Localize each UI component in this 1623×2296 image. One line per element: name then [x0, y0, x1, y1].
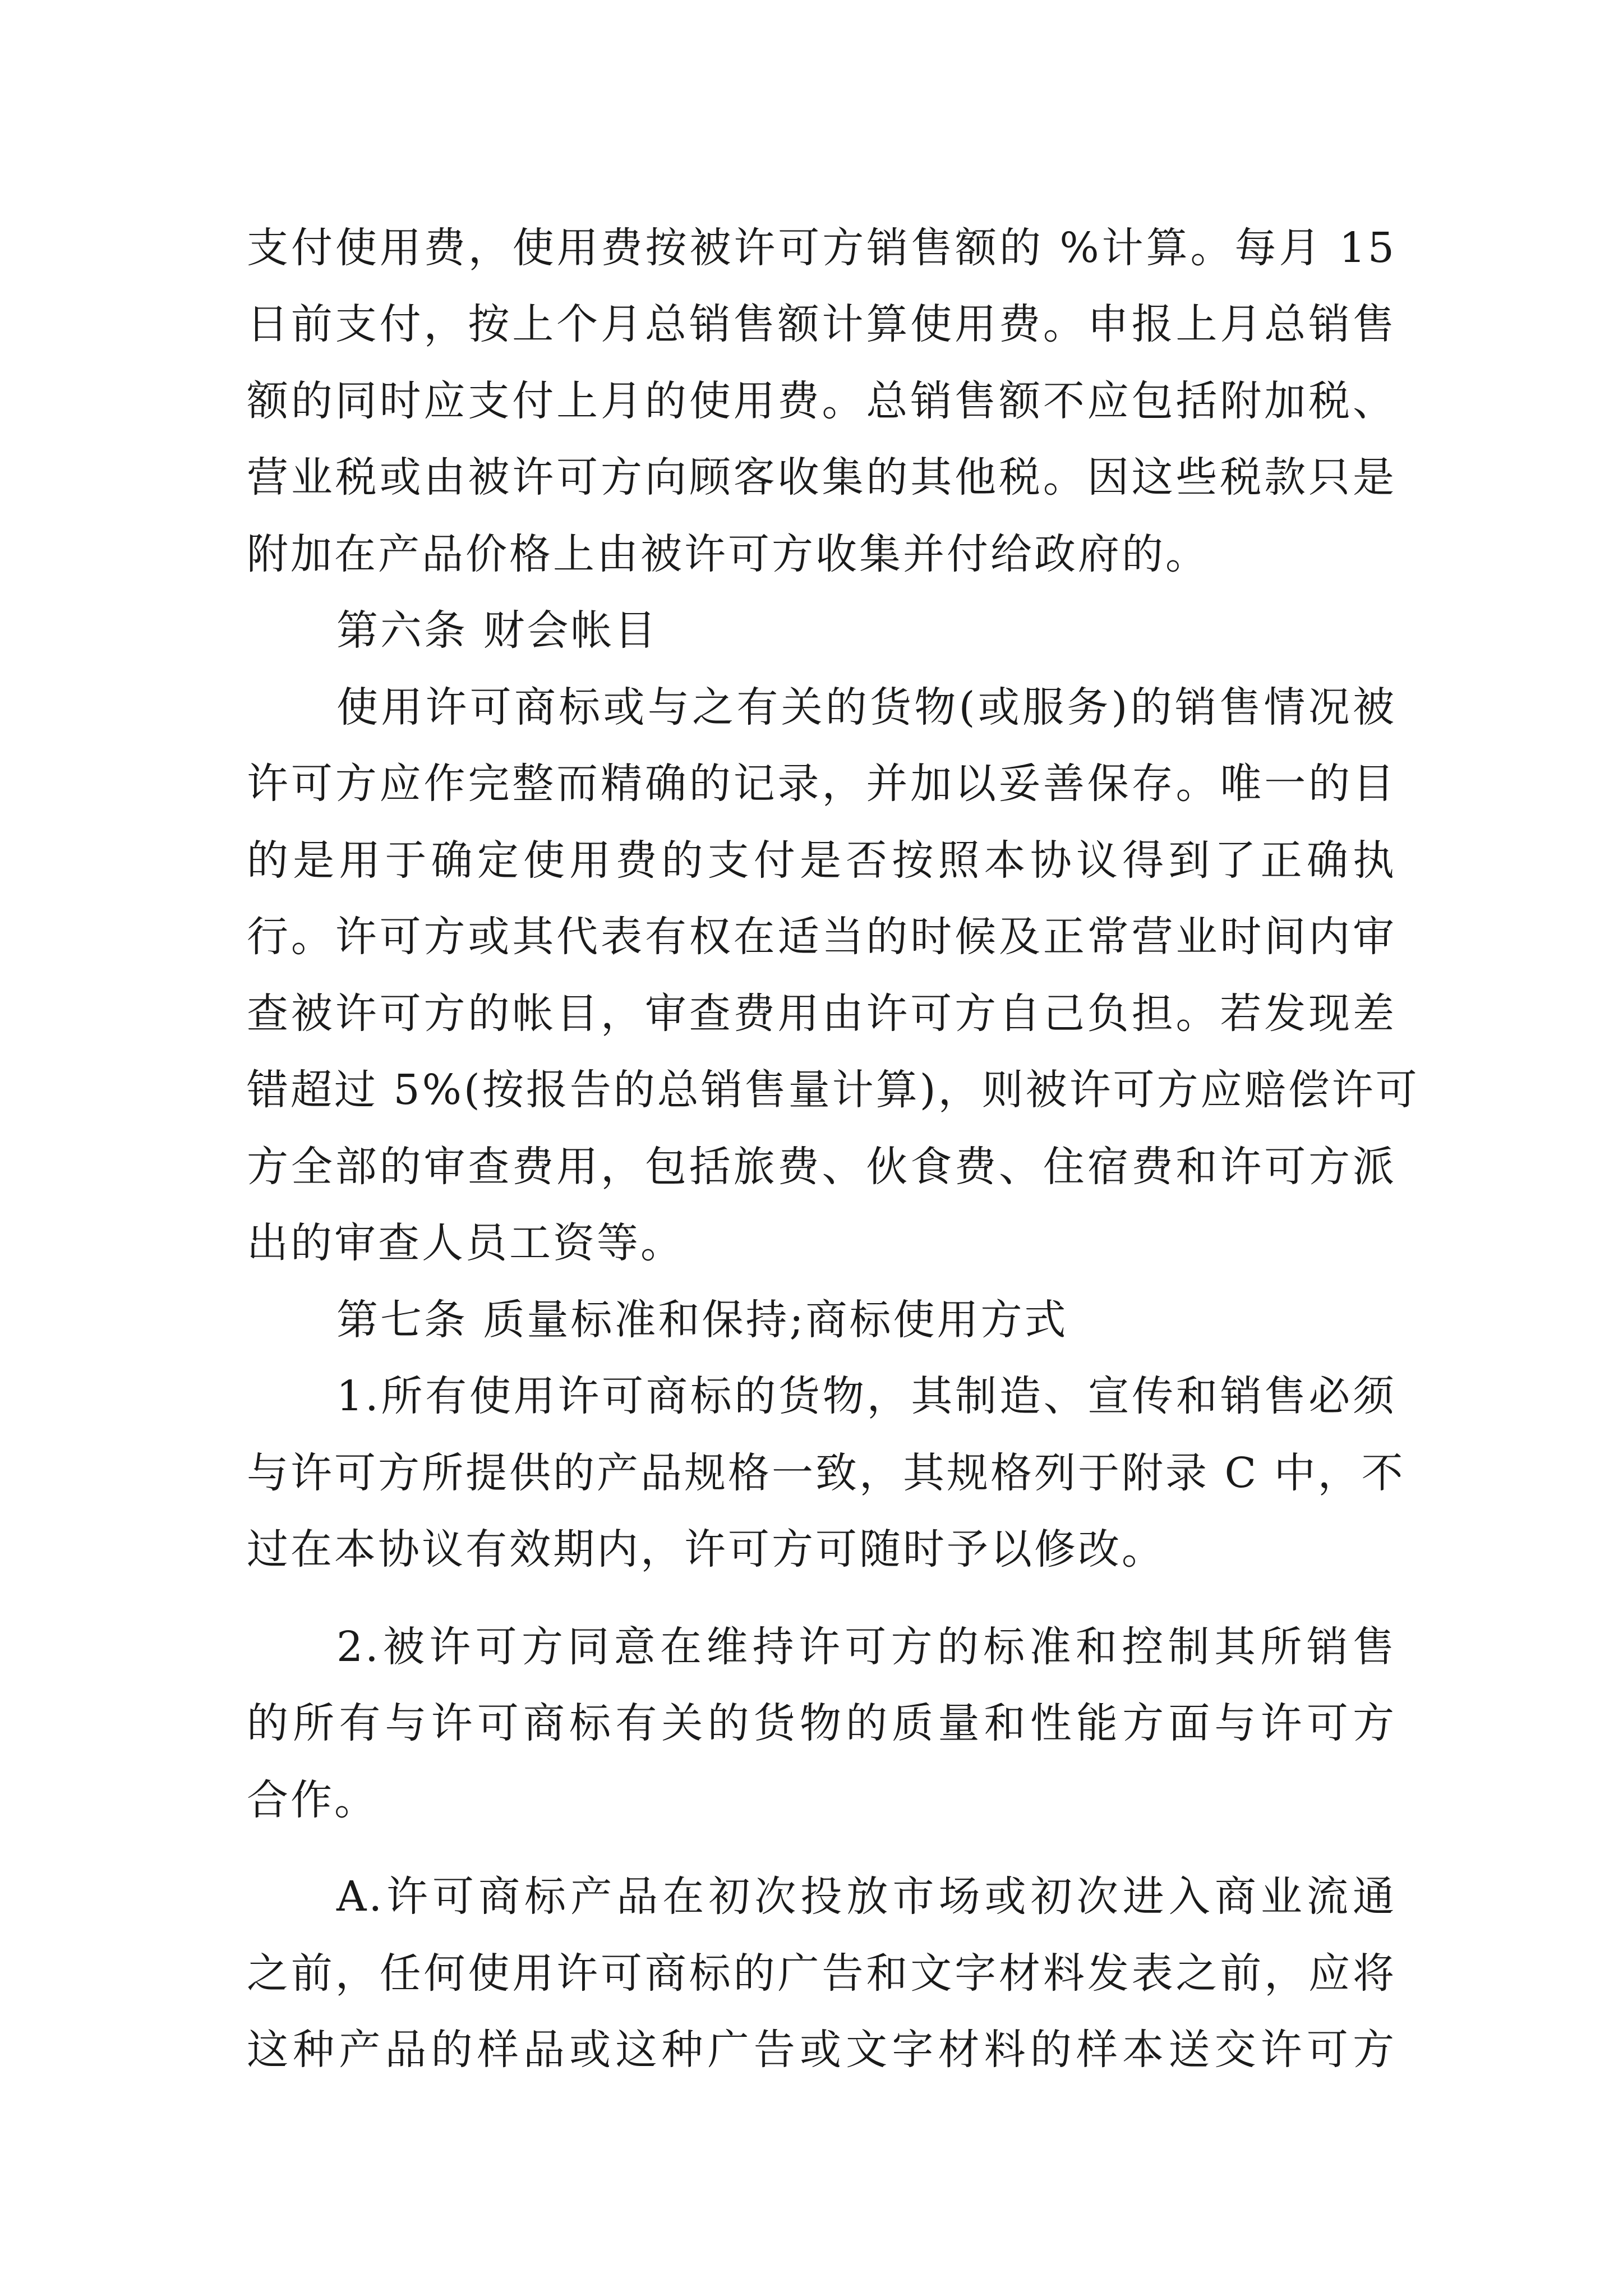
text-line: 与许可方所提供的产品规格一致，其规格列于附录 C 中，不 — [247, 1449, 1405, 1497]
text-line: 合作。 — [247, 1776, 378, 1824]
section-heading: 第六条 财会帐目 — [336, 606, 658, 655]
text-line: 查被许可方的帐目，审查费用由许可方自己负担。若发现差 — [247, 990, 1396, 1038]
text-line: 2.被许可方同意在维持许可方的标准和控制其所销售 — [336, 1623, 1396, 1671]
text-line: 之前，任何使用许可商标的广告和文字材料发表之前，应将 — [247, 1949, 1396, 1998]
text-line: 方全部的审查费用，包括旅费、伙食费、住宿费和许可方派 — [247, 1143, 1396, 1191]
text-line: 营业税或由被许可方向顾客收集的其他税。因这些税款只是 — [247, 453, 1396, 501]
text-line: 支付使用费，使用费按被许可方销售额的 %计算。每月 15 — [247, 224, 1396, 272]
text-line: 使用许可商标或与之有关的货物(或服务)的销售情况被 — [336, 683, 1396, 731]
text-line: 1.所有使用许可商标的货物，其制造、宣传和销售必须 — [336, 1372, 1396, 1420]
text-line: 行。许可方或其代表有权在适当的时候及正常营业时间内审 — [247, 913, 1396, 961]
text-line: 过在本协议有效期内，许可方可随时予以修改。 — [247, 1525, 1165, 1573]
text-line: 错超过 5%(按报告的总销售量计算)，则被许可方应赔偿许可 — [247, 1066, 1419, 1114]
text-line: 这种产品的样品或这种广告或文字材料的样本送交许可方 — [247, 2026, 1396, 2074]
text-line: 的所有与许可商标有关的货物的质量和性能方面与许可方 — [247, 1699, 1396, 1747]
text-line: A.许可商标产品在初次投放市场或初次进入商业流通 — [336, 1872, 1396, 1921]
text-line: 许可方应作完整而精确的记录，并加以妥善保存。唯一的目 — [247, 760, 1396, 808]
text-line: 附加在产品价格上由被许可方收集并付给政府的。 — [247, 530, 1209, 578]
text-line: 额的同时应支付上月的使用费。总销售额不应包括附加税、 — [247, 377, 1396, 425]
text-line: 出的审查人员工资等。 — [247, 1219, 684, 1267]
text-line: 的是用于确定使用费的支付是否按照本协议得到了正确执 — [247, 836, 1396, 885]
text-line: 日前支付，按上个月总销售额计算使用费。申报上月总销售 — [247, 300, 1396, 348]
section-heading: 第七条 质量标准和保持;商标使用方式 — [336, 1296, 1068, 1344]
